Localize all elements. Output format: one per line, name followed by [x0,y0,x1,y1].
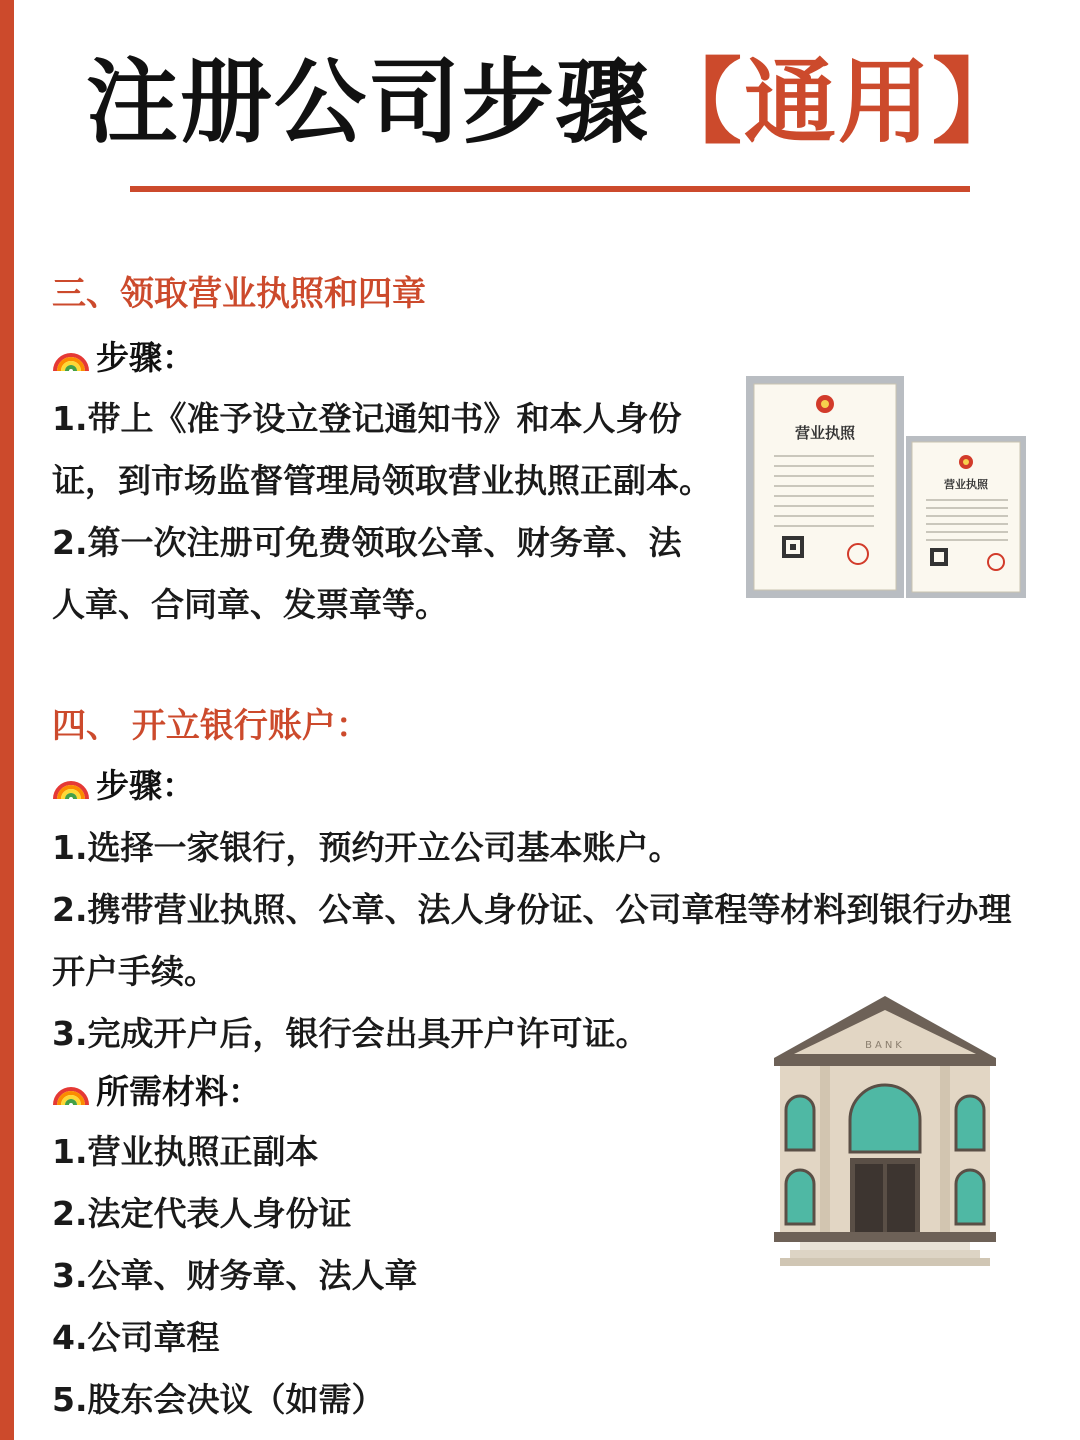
left-accent-bar [0,0,14,1440]
rainbow-icon [52,767,90,801]
section3-heading: 三、领取营业执照和四章 [52,274,426,314]
material-item-1: 1.营业执照正副本 [52,1132,319,1171]
material-item-4: 4.公司章程 [52,1318,220,1357]
business-license-image [746,376,1028,600]
section3-line-1: 1.带上《准予设立登记通知书》和本人身份 [52,399,682,438]
section3-line-4: 人章、合同章、发票章等。 [52,585,448,624]
bank-building-image [770,992,1000,1272]
section4-line-2: 2.携带营业执照、公章、法人身份证、公司章程等材料到银行办理 [52,890,1012,929]
bank-sign: BANK [865,1040,905,1051]
rainbow-icon [52,339,90,373]
page-title [86,49,1027,156]
rainbow-icon [52,1073,90,1107]
section3-line-3: 2.第一次注册可免费领取公章、财务章、法 [52,523,682,562]
section4-line-3: 开户手续。 [52,952,217,991]
section4-steps-label: 步骤： [52,760,195,807]
section4-heading: 四、 开立银行账户： [52,706,370,746]
section3-line-2: 证，到市场监督管理局领取营业执照正副本。 [52,461,712,500]
title-highlight: 【通用】 [650,49,1027,156]
material-item-2: 2.法定代表人身份证 [52,1194,352,1233]
section3-steps-label: 步骤： [52,332,195,379]
cert-title-small: 营业执照 [944,478,988,491]
material-item-3: 3.公章、财务章、法人章 [52,1256,418,1295]
materials-label: 所需材料： [52,1066,261,1113]
material-item-5: 5.股东会决议（如需） [52,1380,385,1419]
title-main: 注册公司步骤 [86,49,651,156]
title-divider [130,186,970,192]
section4-line-4: 3.完成开户后，银行会出具开户许可证。 [52,1014,649,1053]
cert-title-large: 营业执照 [794,424,856,442]
section4-line-1: 1.选择一家银行，预约开立公司基本账户。 [52,828,682,867]
